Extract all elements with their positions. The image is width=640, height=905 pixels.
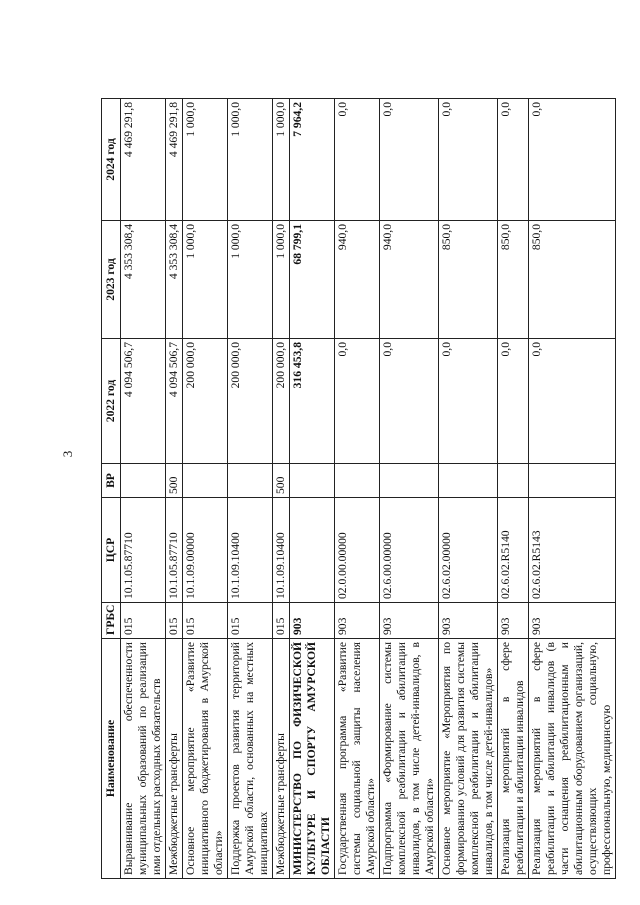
table-row — [166, 99, 183, 879]
header-vr: ВР — [102, 464, 121, 498]
cell-name: МИНИСТЕРСТВО ПО ФИЗИЧЕСКОЙ КУЛЬТУРЕ И СПОРТУ АМУРСКОЙ ОБЛАСТИ — [290, 639, 335, 879]
cell-2022: 0,0 — [439, 339, 498, 464]
cell-2023: 68 799,1 — [290, 221, 335, 339]
cell-name: Реализация мероприятий в сфере реабилитации и абилитации инвалидов (в части оснащения реабилитационным и абилитационным оборудованием организаций, осуществляющих социальную, профессиональную, медицинскую — [529, 639, 616, 879]
cell-2022: 0,0 — [529, 339, 616, 464]
cell-name: Межбюджетные трансферты — [166, 639, 183, 879]
cell-csr: 02.6.00.00000 — [380, 498, 439, 603]
cell-name: Подпрограмма «Формирование системы комплексной реабилитации и абилитации инвалидов, в том числе детей-инвалидов, в Амурской области» — [380, 639, 439, 879]
cell-grbs: 903 — [380, 603, 439, 639]
header-2023: 2023 год — [102, 221, 121, 339]
cell-2024: 0,0 — [335, 99, 380, 221]
cell-2024: 7 964,2 — [290, 99, 335, 221]
cell-2024: 1 000,0 — [183, 99, 228, 221]
cell-name: Реализация мероприятий в сфере реабилитации и абилитации инвалидов — [498, 639, 529, 879]
cell-name: Межбюджетные трансферты — [273, 639, 290, 879]
cell-2023: 850,0 — [439, 221, 498, 339]
cell-csr — [290, 498, 335, 603]
cell-2024: 0,0 — [498, 99, 529, 221]
cell-vr: 500 — [273, 464, 290, 498]
budget-table — [101, 98, 616, 879]
cell-2022: 316 453,8 — [290, 339, 335, 464]
cell-vr — [380, 464, 439, 498]
cell-name: Поддержка проектов развития территорий Амурской области, основанных на местных инициативах — [228, 639, 273, 879]
cell-grbs: 015 — [273, 603, 290, 639]
cell-2024: 0,0 — [439, 99, 498, 221]
table-row — [273, 99, 290, 879]
cell-grbs: 015 — [228, 603, 273, 639]
cell-vr — [529, 464, 616, 498]
table-row — [439, 99, 498, 879]
header-grbs: ГРБС — [102, 603, 121, 639]
page-number: 3 — [60, 450, 75, 458]
cell-name: Основное мероприятие «Развитие инициативного бюджетирования в Амурской области» — [183, 639, 228, 879]
cell-grbs: 903 — [529, 603, 616, 639]
header-2024: 2024 год — [102, 99, 121, 221]
cell-grbs: 903 — [290, 603, 335, 639]
table-row — [290, 99, 335, 879]
cell-2022: 0,0 — [498, 339, 529, 464]
cell-name: Основное мероприятие «Мероприятия по формированию условий для развития системы комплексной реабилитации и абилитации инвалидов, в том числе детей-инвалидов» — [439, 639, 498, 879]
cell-2024: 1 000,0 — [228, 99, 273, 221]
cell-csr: 10.1.05.87710 — [121, 498, 166, 603]
cell-2022: 4 094 506,7 — [121, 339, 166, 464]
cell-vr — [228, 464, 273, 498]
cell-grbs: 903 — [498, 603, 529, 639]
cell-2022: 4 094 506,7 — [166, 339, 183, 464]
cell-2022: 0,0 — [380, 339, 439, 464]
cell-csr: 10.1.09.10400 — [228, 498, 273, 603]
cell-name: Выравнивание обеспеченности муниципальных образований по реализации ими отдельных расходных обязательств — [121, 639, 166, 879]
table-row — [228, 99, 273, 879]
cell-grbs: 903 — [439, 603, 498, 639]
cell-2023: 850,0 — [529, 221, 616, 339]
cell-2023: 1 000,0 — [273, 221, 290, 339]
cell-name: Государственная программа «Развитие системы социальной защиты населения Амурской области» — [335, 639, 380, 879]
table-row — [121, 99, 166, 879]
cell-2024: 1 000,0 — [273, 99, 290, 221]
table-row — [529, 99, 616, 879]
cell-2023: 940,0 — [335, 221, 380, 339]
cell-2023: 4 353 308,4 — [121, 221, 166, 339]
cell-2022: 200 000,0 — [183, 339, 228, 464]
table-header-row — [102, 99, 121, 879]
cell-grbs: 015 — [121, 603, 166, 639]
rotated-table-container — [101, 99, 613, 879]
header-name: Наименование — [102, 639, 121, 879]
cell-csr: 10.1.05.87710 — [166, 498, 183, 603]
cell-2023: 940,0 — [380, 221, 439, 339]
cell-vr: 500 — [166, 464, 183, 498]
cell-2023: 1 000,0 — [228, 221, 273, 339]
cell-2024: 4 469 291,8 — [121, 99, 166, 221]
cell-2022: 0,0 — [335, 339, 380, 464]
cell-2023: 4 353 308,4 — [166, 221, 183, 339]
cell-csr: 02.0.00.00000 — [335, 498, 380, 603]
cell-vr — [498, 464, 529, 498]
cell-2022: 200 000,0 — [228, 339, 273, 464]
header-2022: 2022 год — [102, 339, 121, 464]
cell-csr: 02.6.02.R5140 — [498, 498, 529, 603]
cell-grbs: 015 — [183, 603, 228, 639]
cell-csr: 10.1.09.00000 — [183, 498, 228, 603]
cell-csr: 02.6.02.R5143 — [529, 498, 616, 603]
cell-vr — [290, 464, 335, 498]
cell-grbs: 903 — [335, 603, 380, 639]
cell-vr — [121, 464, 166, 498]
cell-2024: 0,0 — [529, 99, 616, 221]
cell-csr: 10.1.09.10400 — [273, 498, 290, 603]
cell-2024: 4 469 291,8 — [166, 99, 183, 221]
cell-vr — [335, 464, 380, 498]
cell-2023: 850,0 — [498, 221, 529, 339]
cell-grbs: 015 — [166, 603, 183, 639]
cell-2022: 200 000,0 — [273, 339, 290, 464]
table-body — [121, 99, 616, 879]
table-row — [183, 99, 228, 879]
header-csr: ЦСР — [102, 498, 121, 603]
table-row — [498, 99, 529, 879]
cell-2023: 1 000,0 — [183, 221, 228, 339]
table-row — [380, 99, 439, 879]
cell-csr: 02.6.02.00000 — [439, 498, 498, 603]
table-row — [335, 99, 380, 879]
cell-vr — [183, 464, 228, 498]
cell-vr — [439, 464, 498, 498]
cell-2024: 0,0 — [380, 99, 439, 221]
